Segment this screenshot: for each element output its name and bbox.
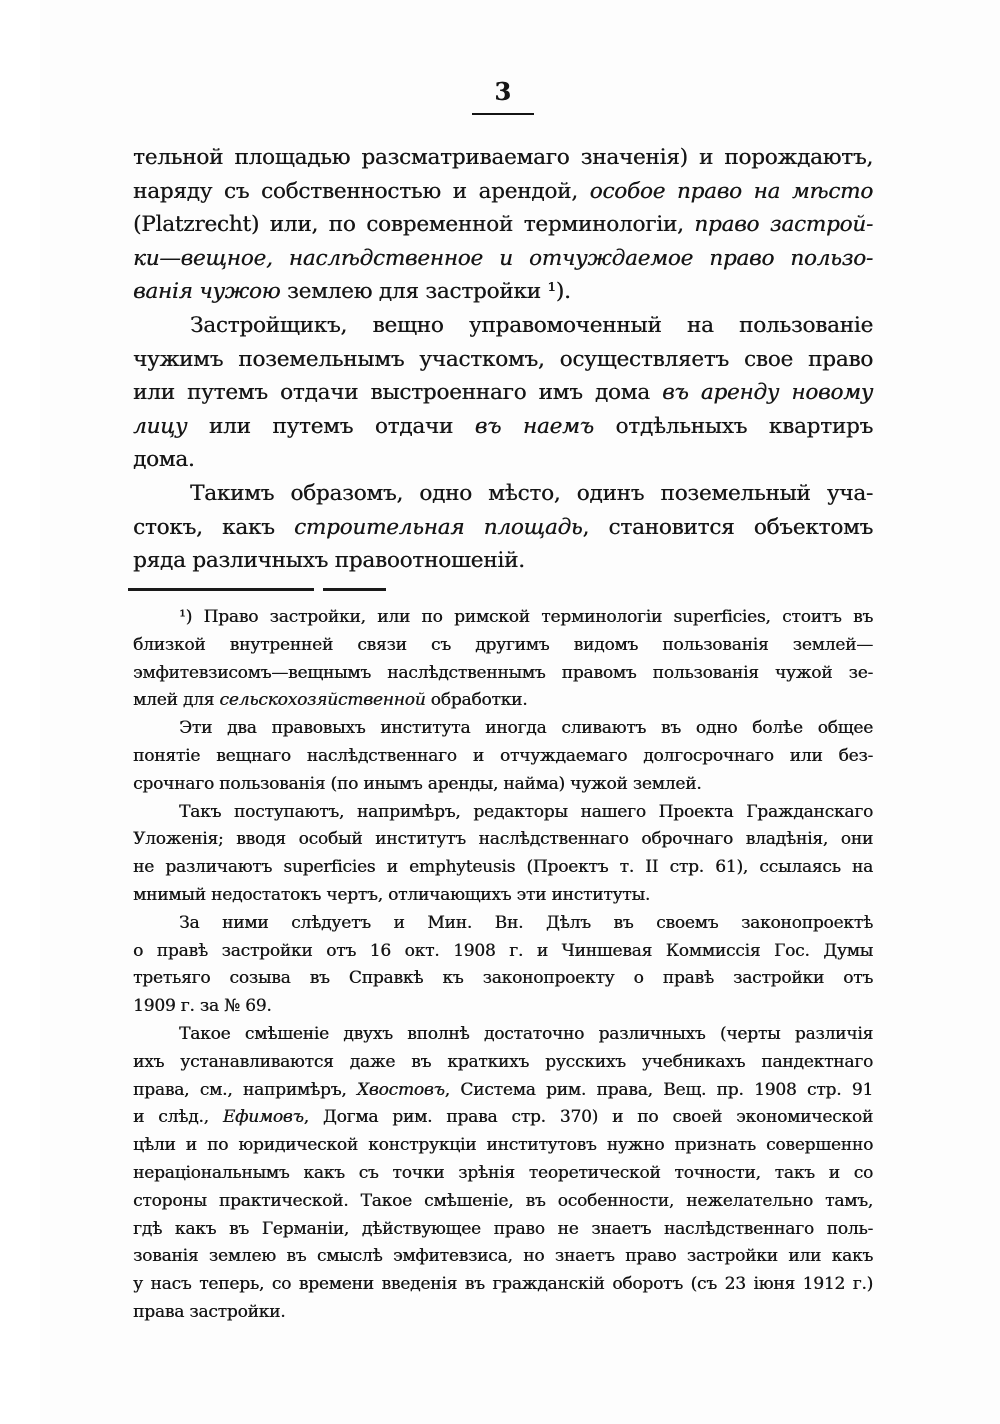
- text-line: [133, 477, 873, 511]
- italic-text-segment: лицу: [133, 413, 188, 439]
- text-line: [133, 242, 873, 276]
- text-line: [133, 715, 873, 743]
- text-segment: у насъ теперь, со времени введенія въ гражданскій оборотъ (съ 23 іюня 1912 г.): [133, 1274, 873, 1295]
- text-segment: обработки.: [425, 690, 528, 711]
- text-segment: стороны практической. Такое смѣшеніе, въ особенности, нежелательно тамъ,: [133, 1190, 873, 1211]
- text-line: [133, 771, 873, 799]
- text-line: [133, 604, 873, 632]
- text-line: [133, 511, 873, 545]
- text-line: [133, 376, 873, 410]
- main-text: [133, 141, 873, 578]
- text-segment: Уложенія; вводя особый институтъ наслѣдственнаго оброчнаго владѣнія, они: [133, 829, 873, 850]
- text-line: [133, 1132, 873, 1160]
- text-segment: ¹) Право застройки, или по римской терминологіи superficies, стоитъ въ: [179, 607, 873, 627]
- italic-text-segment: Ефимовъ: [222, 1107, 304, 1128]
- italic-text-segment: ванія чужою: [133, 279, 281, 305]
- text-segment: стокъ, какъ: [133, 514, 294, 540]
- text-line: [133, 410, 873, 444]
- text-segment: мнимый недостатокъ чертъ, отличающихъ эти институты.: [133, 884, 651, 905]
- text-segment: срочнаго пользованія (по инымъ аренды, найма) чужой землей.: [133, 773, 702, 794]
- text-line: [133, 309, 873, 343]
- italic-text-segment: сельскохозяйственной: [219, 690, 426, 711]
- text-segment: понятіе вещнаго наслѣдственнаго и отчуждаемаго долгосрочнаго или без-: [133, 745, 873, 766]
- italic-text-segment: право застрой-: [694, 212, 874, 238]
- page-number-underline: [472, 113, 534, 115]
- text-line: [133, 175, 873, 209]
- text-line: [133, 965, 873, 993]
- text-segment: гдѣ какъ въ Германіи, дѣйствующее право не знаетъ наслѣдственнаго поль-: [133, 1218, 873, 1239]
- text-segment: , Догма рим. права стр. 370) и по своей экономической: [303, 1107, 873, 1128]
- text-line: [133, 1104, 873, 1132]
- text-segment: цѣли и по юридической конструкціи институтовъ нужно признать совершенно: [133, 1135, 873, 1156]
- text-line: [133, 443, 873, 477]
- text-segment: права, см., напримѣръ,: [133, 1079, 357, 1100]
- text-line: [133, 1299, 873, 1327]
- text-line: [133, 208, 873, 242]
- text-line: [133, 743, 873, 771]
- text-segment: Застройщикъ, вещно управомоченный на пользованіе: [190, 312, 873, 338]
- text-segment: , становится объектомъ: [582, 514, 873, 540]
- text-line: [133, 1271, 873, 1299]
- italic-text-segment: строительная площадь: [293, 514, 583, 540]
- text-segment: близкой внутренней связи съ другимъ видомъ пользованія землей—: [133, 634, 873, 655]
- text-line: [133, 993, 873, 1021]
- text-segment: права застройки.: [133, 1301, 286, 1322]
- text-line: [133, 687, 873, 715]
- text-segment: ихъ устанавливаются даже въ краткихъ русскихъ учебникахъ пандектнаго: [133, 1051, 873, 1072]
- text-segment: зованія землею въ смыслѣ эмфитевзиса, но знаетъ право застройки или какъ: [133, 1246, 873, 1267]
- text-segment: отдѣльныхъ квартиръ: [593, 413, 873, 439]
- text-segment: землею для застройки ¹).: [280, 279, 571, 305]
- text-line: [133, 1049, 873, 1077]
- text-segment: Такъ поступаютъ, напримѣръ, редакторы нашего Проекта Гражданскаго: [179, 801, 873, 822]
- text-line: [133, 938, 873, 966]
- text-segment: Такимъ образомъ, одно мѣсто, одинъ поземельный уча-: [190, 480, 873, 506]
- text-segment: млей для: [133, 690, 220, 711]
- page-number: 3: [494, 77, 512, 106]
- text-line: [133, 632, 873, 660]
- text-segment: наряду съ собственностью и арендой,: [133, 178, 590, 204]
- text-line: [133, 141, 873, 175]
- text-line: [133, 1160, 873, 1188]
- text-segment: ряда различныхъ правоотношеній.: [133, 548, 525, 574]
- text-segment: 1909 г. за № 69.: [133, 996, 272, 1017]
- text-segment: не различаютъ superficies и emphyteusis (Проектъ т. II стр. 61), ссылаясь на: [133, 857, 873, 878]
- text-segment: или путемъ отдачи: [187, 413, 475, 439]
- footnote-text: [133, 604, 873, 1327]
- text-segment: эмфитевзисомъ—вещнымъ наслѣдственнымъ правомъ пользованія чужой зе-: [133, 662, 873, 683]
- text-segment: За ними слѣдуетъ и Мин. Вн. Дѣлъ въ своемъ законопроектѣ: [179, 912, 873, 933]
- italic-text-segment: въ аренду новому: [662, 380, 873, 406]
- text-line: [133, 275, 873, 309]
- italic-text-segment: особое право на мѣсто: [589, 178, 873, 204]
- text-line: [133, 1077, 873, 1105]
- text-line: [133, 660, 873, 688]
- text-line: [133, 910, 873, 938]
- page-header: [133, 77, 873, 115]
- text-line: [133, 1021, 873, 1049]
- text-segment: Эти два правовыхъ института иногда сливаютъ въ одно болѣе общее: [179, 718, 873, 739]
- text-segment: тельной площадью разсматриваемаго значенія) и порождаютъ,: [133, 145, 873, 170]
- text-line: [133, 826, 873, 854]
- text-line: [133, 544, 873, 578]
- text-line: [133, 799, 873, 827]
- text-line: [133, 1216, 873, 1244]
- text-segment: третьяго созыва въ Справкѣ къ законопроекту о правѣ застройки отъ: [133, 968, 873, 989]
- text-line: [133, 854, 873, 882]
- text-segment: чужимъ поземельнымъ участкомъ, осуществляетъ свое право: [133, 346, 873, 372]
- italic-text-segment: въ наемъ: [474, 413, 594, 439]
- footnote-separator: [128, 588, 386, 591]
- text-line: [133, 343, 873, 377]
- text-line: [133, 1188, 873, 1216]
- text-segment: нераціональнымъ какъ съ точки зрѣнія теоретической точности, такъ и со: [133, 1162, 873, 1183]
- text-segment: и слѣд.,: [133, 1107, 223, 1128]
- text-segment: (Platzrecht) или, по современной терминологіи,: [133, 212, 695, 238]
- text-segment: дома.: [133, 447, 195, 473]
- italic-text-segment: ки—вещное, наслѣдственное и отчуждаемое право пользо-: [133, 245, 873, 271]
- text-line: [133, 882, 873, 910]
- text-segment: или путемъ отдачи выстроеннаго имъ дома: [133, 380, 663, 406]
- italic-text-segment: Хвостовъ: [356, 1079, 445, 1100]
- text-segment: , Система рим. права, Вещ. пр. 1908 стр. 91: [444, 1079, 873, 1100]
- text-segment: Такое смѣшеніе двухъ вполнѣ достаточно различныхъ (черты различія: [179, 1023, 873, 1044]
- text-line: [133, 1243, 873, 1271]
- text-segment: о правѣ застройки отъ 16 окт. 1908 г. и Чиншевая Коммиссія Гос. Думы: [133, 940, 873, 961]
